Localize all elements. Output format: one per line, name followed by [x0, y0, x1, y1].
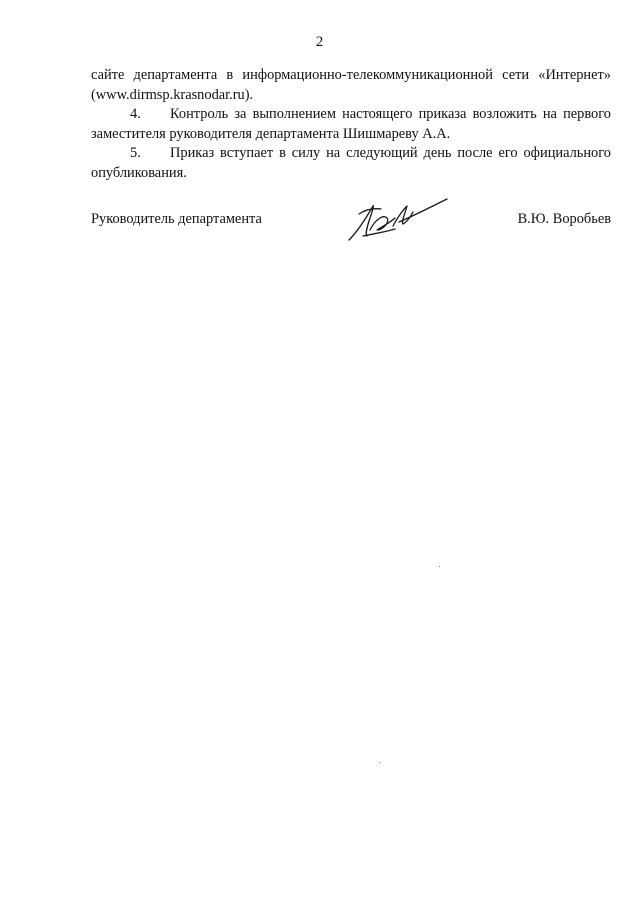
page-number: 2 — [315, 34, 324, 50]
paragraph-line: (www.dirmsp.krasnodar.ru). — [91, 86, 254, 103]
list-item-text: Приказ вступает в силу на следующий день после его официального — [170, 145, 611, 161]
list-item-5 — [91, 144, 611, 164]
list-item-text: Контроль за выполнением настоящего приказа возложить на первого — [170, 106, 611, 122]
list-item-number: 5. — [130, 145, 141, 161]
scan-speck — [380, 762, 381, 763]
signatory-name: В.Ю. Воробьев — [517, 211, 611, 227]
scan-speck — [439, 566, 440, 567]
signatory-position: Руководитель департамента — [91, 211, 262, 227]
list-item-number: 4. — [130, 106, 141, 122]
document-body — [91, 66, 611, 183]
signature-block — [91, 210, 611, 250]
paragraph-line: сайте департамента в информационно-телекоммуникационной сети «Интернет» — [91, 67, 611, 83]
list-item-4 — [91, 105, 611, 125]
handwritten-signature — [343, 196, 453, 246]
paragraph-line: опубликования. — [91, 164, 187, 181]
paragraph-line: заместителя руководителя департамента Шишмареву А.А. — [91, 125, 451, 142]
